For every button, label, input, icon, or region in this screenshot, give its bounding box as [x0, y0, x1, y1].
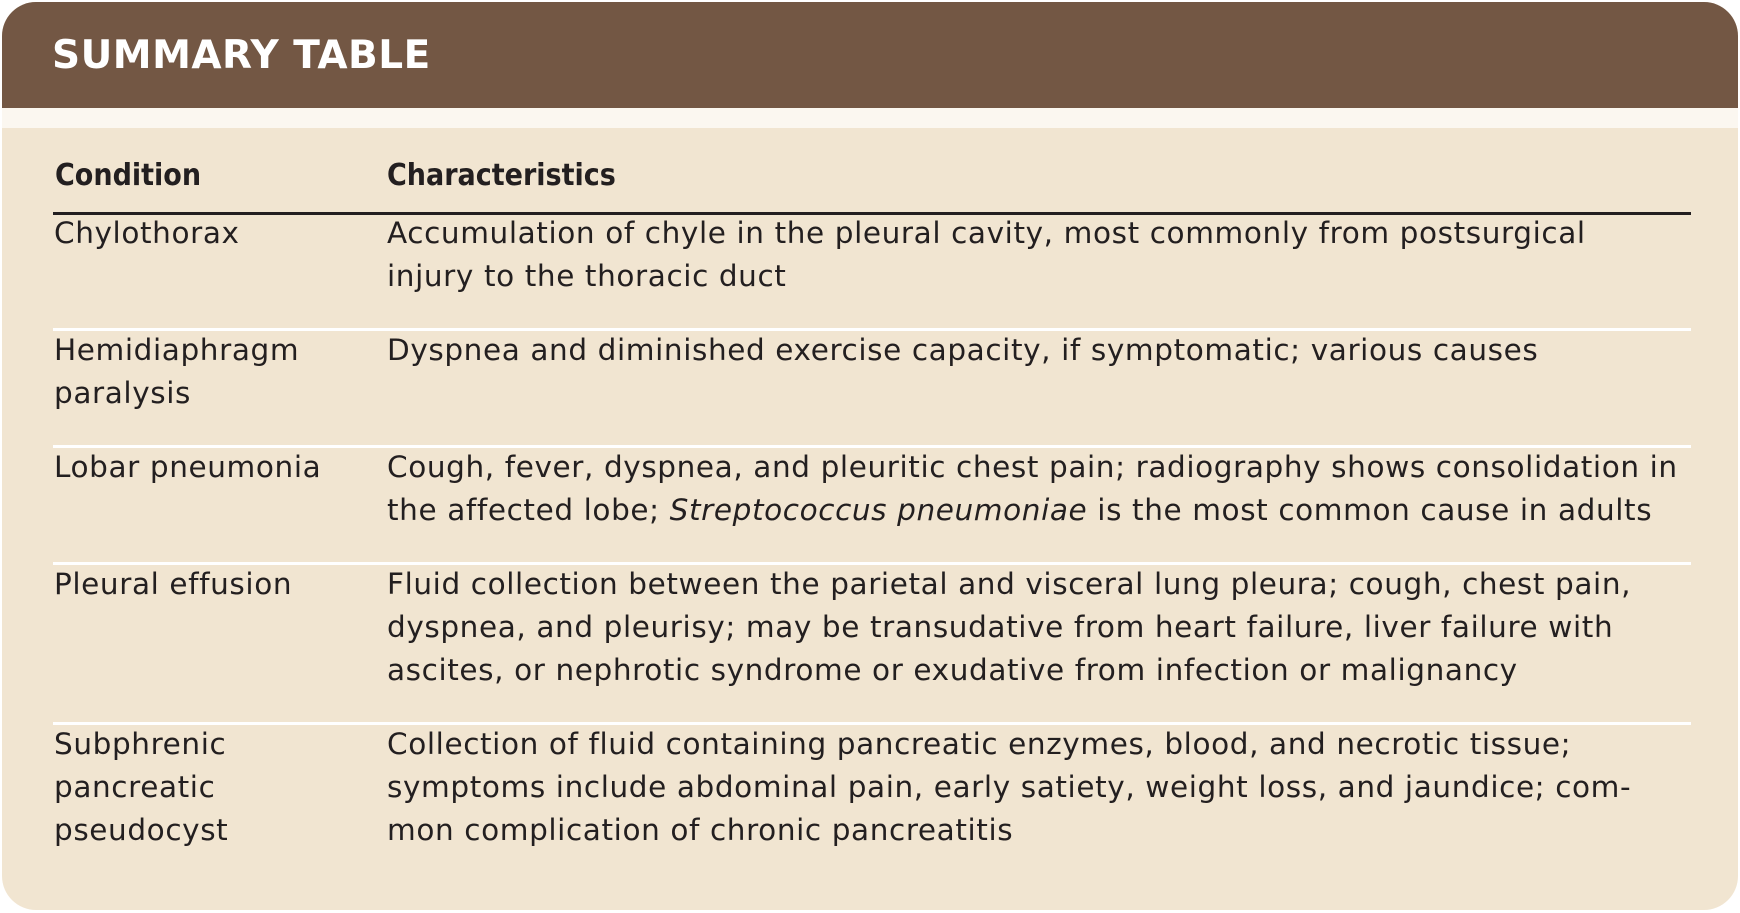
- condition-text: Lobar pneumonia: [54, 450, 322, 484]
- condition-text: Chylothorax: [54, 216, 240, 250]
- characteristics-line: Dyspnea and diminished exercise capacity, if symptomatic; various causes: [387, 333, 1539, 367]
- characteristics-line: Fluid collection between the parietal and visceral lung pleura; cough, chest pain,: [387, 567, 1632, 601]
- condition-cell: [54, 446, 374, 489]
- summary-table-title: SUMMARY TABLE: [52, 33, 431, 78]
- characteristics-line: symptoms include abdominal pain, early satiety, weight loss, and jaundice; com-: [387, 770, 1632, 804]
- characteristics-text: is the most common cause in adults: [1087, 493, 1653, 527]
- summary-table-card: [2, 2, 1738, 910]
- characteristics-line: ascites, or nephrotic syndrome or exudative from infection or malignancy: [387, 653, 1518, 687]
- column-header-characteristics: Characteristics: [387, 158, 616, 193]
- condition-line: Hemidiaphragm: [54, 333, 300, 367]
- condition-text: Pleural effusion: [54, 567, 293, 601]
- characteristics-line: Collection of fluid containing pancreatic enzymes, blood, and necrotic tissue;: [387, 727, 1572, 761]
- column-header-condition: Condition: [55, 158, 202, 193]
- characteristics-text: the affected lobe;: [387, 493, 670, 527]
- characteristics-cell: [387, 563, 1697, 692]
- characteristics-line: injury to the thoracic duct: [387, 259, 787, 293]
- condition-cell: [54, 563, 374, 606]
- condition-line: pseudocyst: [54, 813, 229, 847]
- condition-line: paralysis: [54, 376, 191, 410]
- organism-name: Streptococcus pneumoniae: [669, 493, 1088, 527]
- characteristics-cell: [387, 446, 1697, 532]
- characteristics-cell: [387, 329, 1697, 372]
- characteristics-line: Accumulation of chyle in the pleural cavity, most commonly from postsurgical: [387, 216, 1586, 250]
- characteristics-line: [387, 489, 1697, 532]
- characteristics-line: Cough, fever, dyspnea, and pleuritic chest pain; radiography shows consolidation in: [387, 450, 1678, 484]
- condition-cell: [54, 329, 374, 415]
- characteristics-line: dyspnea, and pleurisy; may be transudative from heart failure, liver failure with: [387, 610, 1614, 644]
- characteristics-cell: [387, 723, 1697, 852]
- characteristics-line: mon complication of chronic pancreatitis: [387, 813, 1014, 847]
- condition-cell: [54, 723, 374, 852]
- characteristics-cell: [387, 212, 1697, 298]
- header-divider: [2, 108, 1738, 128]
- condition-line: pancreatic: [54, 770, 216, 804]
- condition-line: Subphrenic: [54, 727, 227, 761]
- summary-table-header: [2, 2, 1738, 108]
- condition-cell: [54, 212, 374, 255]
